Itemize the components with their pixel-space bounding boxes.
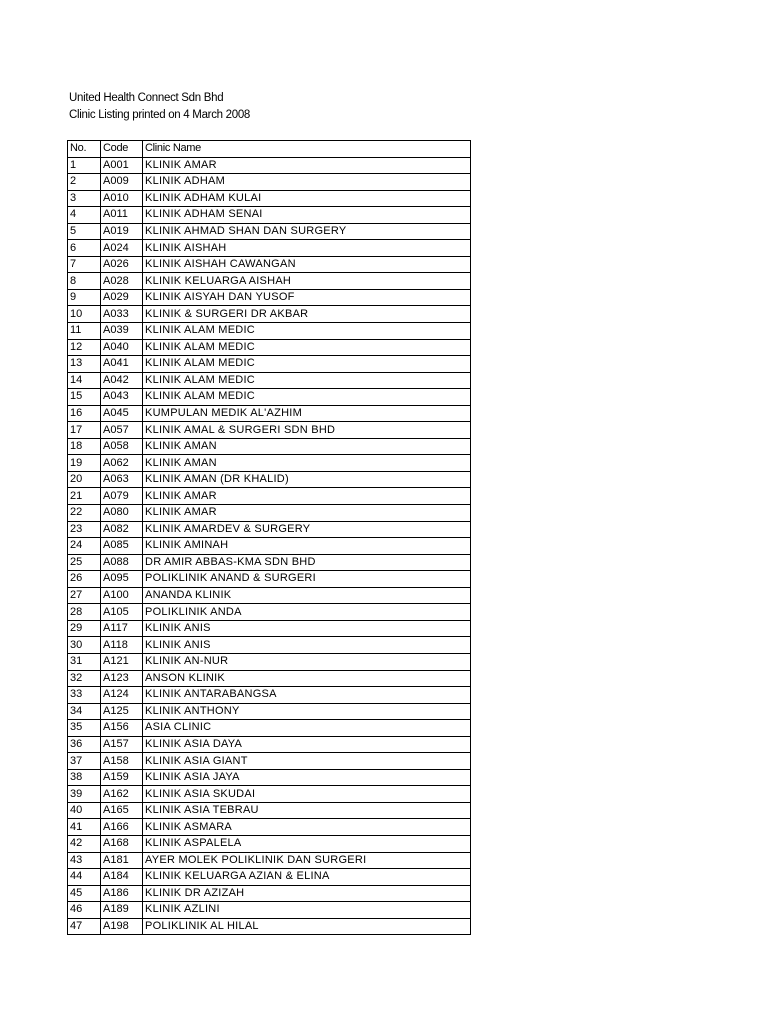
table-row <box>68 289 471 306</box>
row-number: 29 <box>68 620 101 637</box>
row-number: 23 <box>68 521 101 538</box>
clinic-code: A080 <box>101 505 143 522</box>
clinic-name: ANANDA KLINIK <box>143 587 471 604</box>
row-number: 34 <box>68 703 101 720</box>
clinic-code: A189 <box>101 902 143 919</box>
clinic-name: KLINIK AMINAH <box>143 538 471 555</box>
clinic-name: KLINIK ASIA GIANT <box>143 753 471 770</box>
clinic-name: ASIA CLINIC <box>143 720 471 737</box>
clinic-code: A105 <box>101 604 143 621</box>
clinic-listing-table <box>67 140 471 935</box>
clinic-code: A085 <box>101 538 143 555</box>
clinic-name: KLINIK AMAN <box>143 438 471 455</box>
clinic-code: A125 <box>101 703 143 720</box>
clinic-code: A057 <box>101 422 143 439</box>
clinic-code: A168 <box>101 835 143 852</box>
row-number: 41 <box>68 819 101 836</box>
table-row <box>68 571 471 588</box>
row-number: 4 <box>68 207 101 224</box>
clinic-name: KLINIK AMARDEV & SURGERY <box>143 521 471 538</box>
clinic-name: KLINIK ASIA TEBRAU <box>143 802 471 819</box>
clinic-code: A010 <box>101 190 143 207</box>
clinic-name: KLINIK AMAR <box>143 505 471 522</box>
listing-subtitle: Clinic Listing printed on 4 March 2008 <box>69 109 251 121</box>
row-number: 21 <box>68 488 101 505</box>
table-row <box>68 902 471 919</box>
table-row <box>68 918 471 935</box>
table-row <box>68 323 471 340</box>
table-row <box>68 207 471 224</box>
clinic-name: KLINIK AMAR <box>143 488 471 505</box>
clinic-name: KLINIK AMAR <box>143 157 471 174</box>
table-row <box>68 703 471 720</box>
row-number: 11 <box>68 323 101 340</box>
table-row <box>68 554 471 571</box>
clinic-code: A024 <box>101 240 143 257</box>
table-row <box>68 157 471 174</box>
table-row <box>68 653 471 670</box>
table-row <box>68 637 471 654</box>
table-row <box>68 190 471 207</box>
table-row <box>68 273 471 290</box>
row-number: 39 <box>68 786 101 803</box>
table-row <box>68 852 471 869</box>
clinic-code: A166 <box>101 819 143 836</box>
clinic-name: KLINIK ALAM MEDIC <box>143 339 471 356</box>
clinic-code: A162 <box>101 786 143 803</box>
row-number: 18 <box>68 438 101 455</box>
clinic-code: A158 <box>101 753 143 770</box>
row-number: 22 <box>68 505 101 522</box>
row-number: 17 <box>68 422 101 439</box>
column-header-clinic-name: Clinic Name <box>143 141 471 158</box>
table-row <box>68 422 471 439</box>
clinic-name: KLINIK ASPALELA <box>143 835 471 852</box>
clinic-code: A045 <box>101 405 143 422</box>
column-header-code: Code <box>101 141 143 158</box>
table-row <box>68 620 471 637</box>
clinic-code: A019 <box>101 223 143 240</box>
table-row <box>68 521 471 538</box>
clinic-name: KLINIK AN-NUR <box>143 653 471 670</box>
table-row <box>68 538 471 555</box>
clinic-name: KLINIK AISHAH CAWANGAN <box>143 256 471 273</box>
clinic-name: KLINIK AMAN (DR KHALID) <box>143 471 471 488</box>
document-header <box>69 90 250 124</box>
clinic-name: POLIKLINIK AL HILAL <box>143 918 471 935</box>
clinic-code: A063 <box>101 471 143 488</box>
clinic-code: A198 <box>101 918 143 935</box>
table-row <box>68 587 471 604</box>
clinic-name: POLIKLINIK ANAND & SURGERI <box>143 571 471 588</box>
clinic-name: KLINIK ASIA SKUDAI <box>143 786 471 803</box>
table-row <box>68 885 471 902</box>
table-row <box>68 505 471 522</box>
row-number: 38 <box>68 769 101 786</box>
table-row <box>68 223 471 240</box>
row-number: 43 <box>68 852 101 869</box>
clinic-name: KLINIK AHMAD SHAN DAN SURGERY <box>143 223 471 240</box>
clinic-code: A058 <box>101 438 143 455</box>
row-number: 37 <box>68 753 101 770</box>
table-row <box>68 769 471 786</box>
row-number: 30 <box>68 637 101 654</box>
clinic-code: A082 <box>101 521 143 538</box>
row-number: 1 <box>68 157 101 174</box>
row-number: 45 <box>68 885 101 902</box>
table-row <box>68 306 471 323</box>
table-row <box>68 372 471 389</box>
clinic-code: A156 <box>101 720 143 737</box>
clinic-code: A118 <box>101 637 143 654</box>
row-number: 27 <box>68 587 101 604</box>
clinic-code: A159 <box>101 769 143 786</box>
clinic-code: A186 <box>101 885 143 902</box>
clinic-name: KLINIK AMAN <box>143 455 471 472</box>
row-number: 19 <box>68 455 101 472</box>
clinic-name: KUMPULAN MEDIK AL'AZHIM <box>143 405 471 422</box>
row-number: 40 <box>68 802 101 819</box>
row-number: 42 <box>68 835 101 852</box>
clinic-code: A100 <box>101 587 143 604</box>
clinic-code: A157 <box>101 736 143 753</box>
table-body <box>68 157 471 935</box>
company-name: United Health Connect Sdn Bhd <box>69 92 224 104</box>
table-row <box>68 670 471 687</box>
clinic-name: KLINIK AZLINI <box>143 902 471 919</box>
row-number: 31 <box>68 653 101 670</box>
row-number: 14 <box>68 372 101 389</box>
clinic-code: A165 <box>101 802 143 819</box>
clinic-code: A088 <box>101 554 143 571</box>
clinic-code: A117 <box>101 620 143 637</box>
clinic-code: A029 <box>101 289 143 306</box>
table-row <box>68 471 471 488</box>
clinic-code: A026 <box>101 256 143 273</box>
row-number: 36 <box>68 736 101 753</box>
clinic-name: KLINIK ANIS <box>143 637 471 654</box>
table-row <box>68 835 471 852</box>
row-number: 15 <box>68 389 101 406</box>
clinic-code: A184 <box>101 869 143 886</box>
clinic-code: A043 <box>101 389 143 406</box>
row-number: 10 <box>68 306 101 323</box>
row-number: 20 <box>68 471 101 488</box>
clinic-name: KLINIK ALAM MEDIC <box>143 323 471 340</box>
table-row <box>68 819 471 836</box>
row-number: 46 <box>68 902 101 919</box>
table-row <box>68 339 471 356</box>
clinic-code: A079 <box>101 488 143 505</box>
row-number: 35 <box>68 720 101 737</box>
clinic-name: KLINIK AISYAH DAN YUSOF <box>143 289 471 306</box>
clinic-name: KLINIK ANIS <box>143 620 471 637</box>
table-row <box>68 753 471 770</box>
clinic-code: A033 <box>101 306 143 323</box>
row-number: 47 <box>68 918 101 935</box>
clinic-name: KLINIK ASMARA <box>143 819 471 836</box>
clinic-name: AYER MOLEK POLIKLINIK DAN SURGERI <box>143 852 471 869</box>
clinic-code: A009 <box>101 174 143 191</box>
clinic-code: A181 <box>101 852 143 869</box>
row-number: 3 <box>68 190 101 207</box>
table-row <box>68 720 471 737</box>
table-row <box>68 687 471 704</box>
clinic-code: A062 <box>101 455 143 472</box>
clinic-code: A095 <box>101 571 143 588</box>
clinic-name: KLINIK ALAM MEDIC <box>143 356 471 373</box>
row-number: 32 <box>68 670 101 687</box>
clinic-name: KLINIK AMAL & SURGERI SDN BHD <box>143 422 471 439</box>
clinic-name: KLINIK ASIA DAYA <box>143 736 471 753</box>
table-row <box>68 604 471 621</box>
row-number: 24 <box>68 538 101 555</box>
row-number: 5 <box>68 223 101 240</box>
clinic-name: DR AMIR ABBAS-KMA SDN BHD <box>143 554 471 571</box>
clinic-code: A121 <box>101 653 143 670</box>
clinic-code: A039 <box>101 323 143 340</box>
table-row <box>68 389 471 406</box>
row-number: 28 <box>68 604 101 621</box>
clinic-name: KLINIK ALAM MEDIC <box>143 372 471 389</box>
row-number: 6 <box>68 240 101 257</box>
clinic-code: A041 <box>101 356 143 373</box>
clinic-name: KLINIK ADHAM KULAI <box>143 190 471 207</box>
table-row <box>68 438 471 455</box>
table-row <box>68 869 471 886</box>
clinic-name: KLINIK ANTARABANGSA <box>143 687 471 704</box>
table-header-row <box>68 141 471 158</box>
clinic-code: A001 <box>101 157 143 174</box>
clinic-code: A040 <box>101 339 143 356</box>
row-number: 26 <box>68 571 101 588</box>
table-row <box>68 240 471 257</box>
table-row <box>68 405 471 422</box>
clinic-name: KLINIK ADHAM SENAI <box>143 207 471 224</box>
column-header-no: No. <box>68 141 101 158</box>
clinic-name: KLINIK KELUARGA AZIAN & ELINA <box>143 869 471 886</box>
clinic-name: KLINIK DR AZIZAH <box>143 885 471 902</box>
clinic-code: A011 <box>101 207 143 224</box>
row-number: 8 <box>68 273 101 290</box>
row-number: 2 <box>68 174 101 191</box>
clinic-code: A124 <box>101 687 143 704</box>
table-row <box>68 736 471 753</box>
table-row <box>68 802 471 819</box>
table-row <box>68 786 471 803</box>
table-row <box>68 488 471 505</box>
row-number: 7 <box>68 256 101 273</box>
clinic-code: A042 <box>101 372 143 389</box>
clinic-name: KLINIK AISHAH <box>143 240 471 257</box>
row-number: 33 <box>68 687 101 704</box>
clinic-name: KLINIK ANTHONY <box>143 703 471 720</box>
clinic-code: A028 <box>101 273 143 290</box>
row-number: 12 <box>68 339 101 356</box>
clinic-name: KLINIK ALAM MEDIC <box>143 389 471 406</box>
table-row <box>68 174 471 191</box>
row-number: 25 <box>68 554 101 571</box>
row-number: 9 <box>68 289 101 306</box>
table-row <box>68 356 471 373</box>
row-number: 13 <box>68 356 101 373</box>
clinic-name: POLIKLINIK ANDA <box>143 604 471 621</box>
clinic-name: KLINIK ADHAM <box>143 174 471 191</box>
clinic-name: KLINIK KELUARGA AISHAH <box>143 273 471 290</box>
row-number: 16 <box>68 405 101 422</box>
table-row <box>68 256 471 273</box>
row-number: 44 <box>68 869 101 886</box>
table-row <box>68 455 471 472</box>
clinic-name: ANSON KLINIK <box>143 670 471 687</box>
clinic-code: A123 <box>101 670 143 687</box>
clinic-name: KLINIK ASIA JAYA <box>143 769 471 786</box>
clinic-name: KLINIK & SURGERI DR AKBAR <box>143 306 471 323</box>
